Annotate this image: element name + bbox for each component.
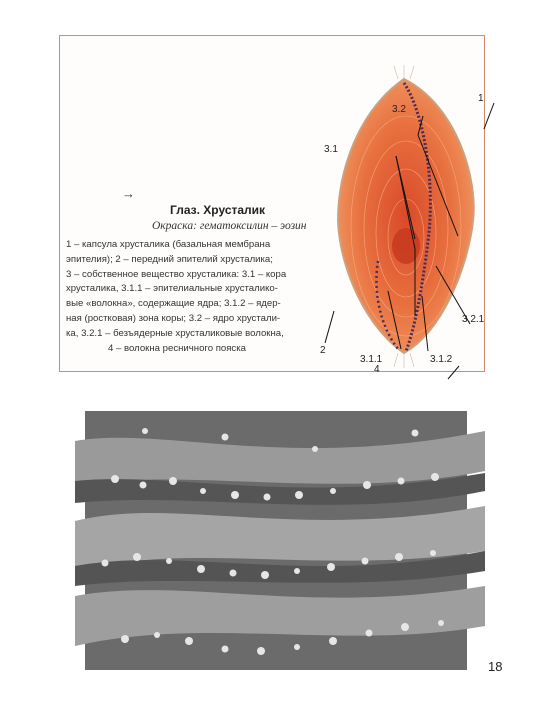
legend-line: ка, 3.2.1 – безъядерные хрусталиковые волокна, [66,327,284,339]
sem-micrograph-icon [85,411,467,670]
legend-line: 3 – собственное вещество хрусталика: 3.1 – кора [66,268,287,280]
legend-line: ная (ростковая) зона коры; 3.2 – ядро хрустали- [66,312,281,324]
legend-line: 1 – капсула хрусталика (базальная мембрана [66,239,271,250]
label-3-2-1: 3.2.1 [462,314,485,325]
lens-body [338,79,474,353]
lens-illustration [318,61,483,373]
legend-line: вые «волокна», содержащие ядра; 3.1.2 – ядер- [66,298,281,310]
legend-line: хрусталика, 3.1.1 – эпителиальные хрусталико- [66,283,278,295]
fiber-bands [75,431,485,646]
label-3-1: 3.1 [324,144,338,155]
label-2: 2 [320,345,326,356]
label-3-2: 3.2 [392,104,406,115]
sem-micrograph [85,411,467,670]
arrow-icon: → [122,186,135,201]
figure-stain: Окраска: гематоксилин – эозин [152,220,307,232]
figure-legend [66,238,314,356]
lens-nucleus [392,228,420,264]
legend-line: 4 – волокна ресничного пояска [108,342,246,354]
legend-line: эпителия); 2 – передний эпителий хрусталика; [66,253,273,265]
figure-title: Глаз. Хрусталик [170,203,266,217]
label-4: 4 [374,364,380,375]
label-3-1-2: 3.1.2 [430,354,453,365]
page-number: 18 [488,659,503,674]
label-1: 1 [478,93,484,104]
label-3-1-1: 3.1.1 [360,354,383,365]
figure-plate [59,35,485,375]
